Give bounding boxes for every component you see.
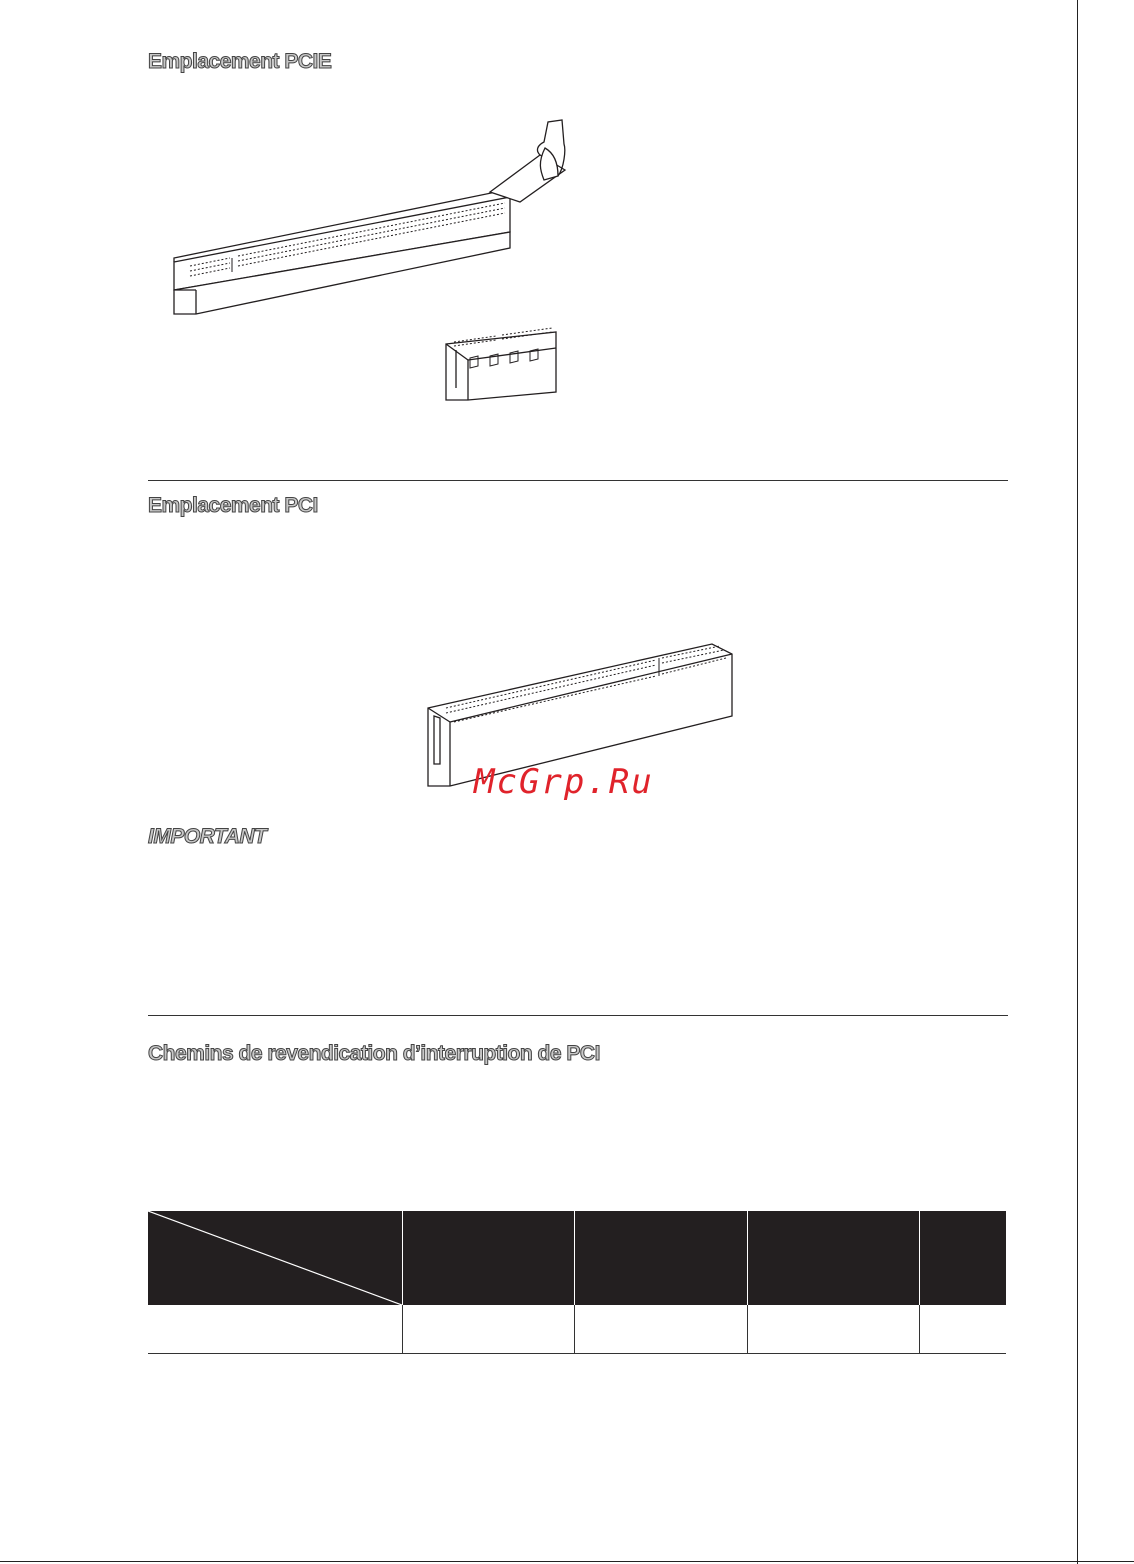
table-header-cell bbox=[575, 1211, 747, 1305]
important-heading: IMPORTANT bbox=[148, 825, 267, 848]
irq-routing-table bbox=[148, 1211, 1006, 1354]
table-header-cell bbox=[747, 1211, 919, 1305]
pcie-x16-slot-illustration bbox=[160, 110, 580, 325]
page-edge-right bbox=[1077, 0, 1078, 1564]
pcie-slot-heading: Emplacement PCIE bbox=[148, 50, 332, 73]
table-cell bbox=[403, 1305, 575, 1354]
table-cell bbox=[920, 1305, 1006, 1354]
table-header-cell bbox=[403, 1211, 575, 1305]
table-cell bbox=[747, 1305, 919, 1354]
table-cell bbox=[148, 1305, 403, 1354]
page-edge-bottom bbox=[0, 1561, 1134, 1562]
section-divider bbox=[148, 480, 1008, 481]
table-header-corner bbox=[148, 1211, 403, 1305]
section-divider bbox=[148, 1015, 1008, 1016]
pci-slot-heading: Emplacement PCI bbox=[148, 494, 318, 517]
table-cell bbox=[575, 1305, 747, 1354]
pcie-x1-slot-illustration bbox=[440, 318, 570, 408]
table-row bbox=[148, 1305, 1006, 1354]
table-header-row bbox=[148, 1211, 1006, 1305]
irq-routing-heading: Chemins de revendication d’interruption de PCI bbox=[148, 1042, 600, 1065]
watermark-text: McGrp.Ru bbox=[474, 762, 654, 802]
diagonal-divider bbox=[148, 1211, 402, 1305]
table-header-cell bbox=[920, 1211, 1006, 1305]
